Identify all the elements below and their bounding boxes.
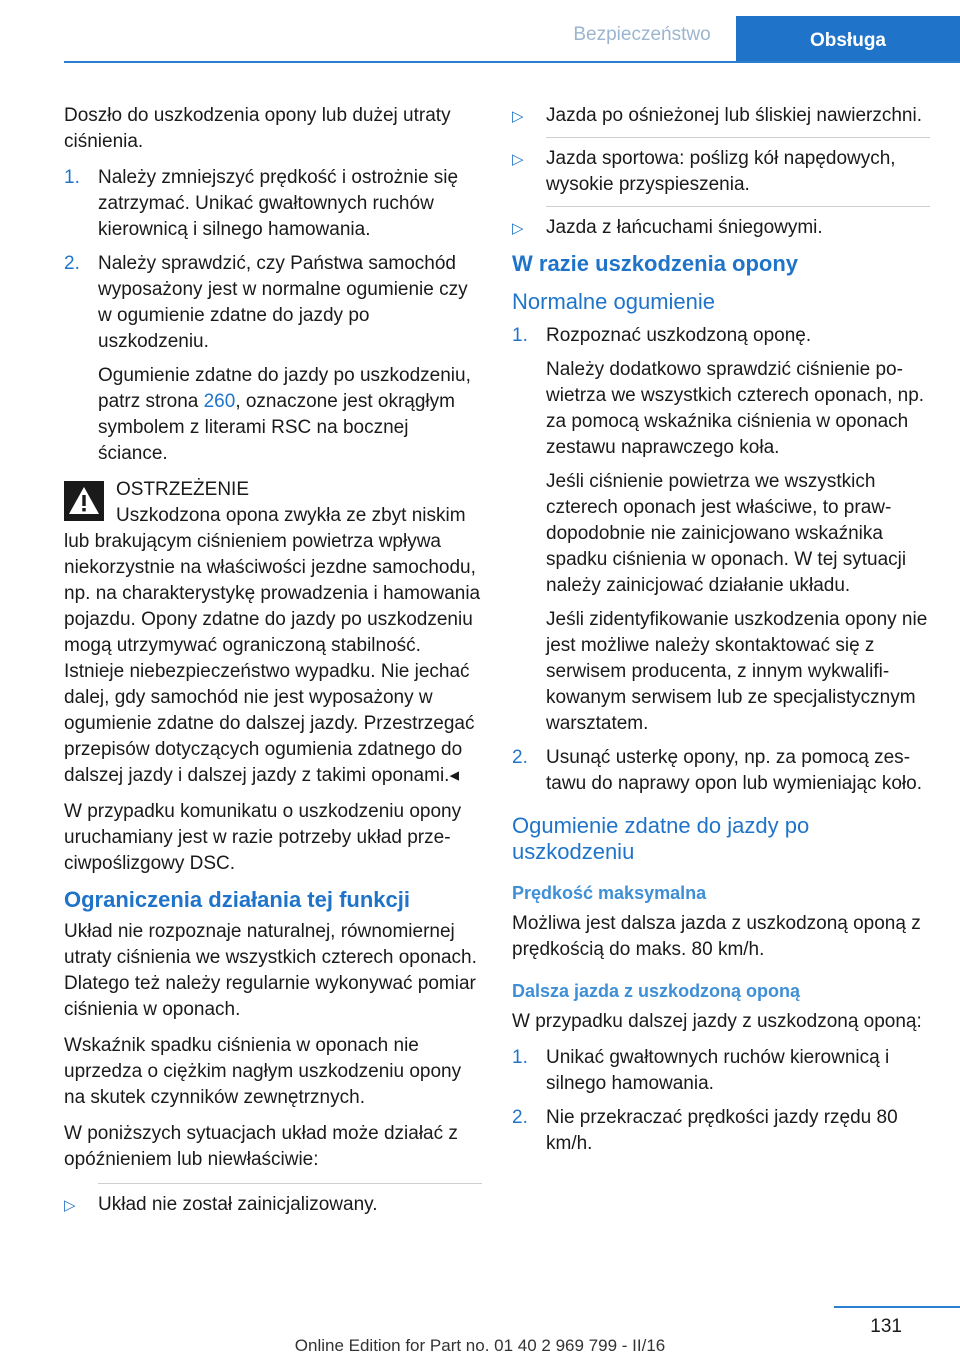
warning-title: OSTRZEŻENIE [116,479,250,500]
limits-paragraph-1: Układ nie rozpoznaje naturalnej, równomiernej utraty ciśnienia we wszystkich czterech oponach. Dlatego też należy regularnie wykonywać pomiar ciśnienia w oponach. [64,921,477,1020]
warning-block [64,477,482,789]
list-item [512,146,930,198]
subparagraph-text: , oznaczone jest okrągłym symbolem z literami RSC na bocznej ściance. [98,391,455,464]
heading-limits: Ograniczenia działania tej funkcji [64,887,410,912]
step-text: Nie przekraczać prędkości jazdy rzędu 80 km/h. [546,1107,898,1154]
max-speed-paragraph: Możliwa jest dalsza jazda z uszkodzoną oponą z prędkością do maks. 80 km/h. [512,913,921,960]
step-text: Należy zmniejszyć prędkość i ostrożnie się zatrzymać. Unikać gwałtownych ruchów kierownicą i silnego hamowania. [98,167,459,240]
step-text: Unikać gwałtownych ruchów kierownicą i silnego hamowania. [546,1047,890,1094]
subparagraph-text: Ogumienie zdatne do jazdy po uszkodzeniu, patrz strona [98,365,471,412]
limits-paragraph-2: Wskaźnik spadku ciśnienia w oponach nie uprzedza o ciężkim nagłym uszkodzeniu opony na skutek czynników zewnętrznych. [64,1035,462,1108]
list-divider [98,1183,482,1184]
list-item [512,103,930,129]
header-divider [64,61,960,63]
step-text: Należy sprawdzić, czy Państwa samochód wyposażony jest w normalne ogumienie czy w ogumienie zdatne do jazdy po uszkodzeniu. [98,253,468,352]
limits-paragraph-3: W poniższych sytuacjach układ może działać z opóźnieniem lub niewłaściwie: [64,1123,458,1170]
page-header [0,0,960,62]
further-driving-paragraph: W przypadku dalszej jazdy z uszkodzoną oponą: [512,1011,922,1032]
heading-runflat-tires: Ogumienie zdatne do jazdy po uszkodzeniu [512,813,810,864]
triangle-bullet-icon: ▷ [512,151,524,168]
list-item [512,1045,930,1097]
triangle-bullet-icon: ▷ [64,1197,76,1214]
step-number: 1. [512,1047,528,1068]
dsc-paragraph: W przypadku komunikatu o uszkodzeniu opony uruchamiany jest w razie potrzeby układ przeciwpoślizgowy DSC. [64,801,462,874]
intro-paragraph: Doszło do uszkodzenia opony lub dużej utraty ciśnienia. [64,105,451,152]
further-driving-steps [512,1045,930,1157]
tab-operation[interactable]: Obsługa [736,16,960,62]
subheading-further-driving: Dalsza jazda z uszkodzoną oponą [512,981,801,1001]
warning-text: Uszkodzona opona zwykła ze zbyt niskim lub brakującym ciśnieniem powietrza wpływa niekorzystnie na właściwości jezdne samochodu, np. na charakterystykę prowadzenia i hamowania pojazdu. Opony zdatne do jazdy po uszkodzeniu mogą utrzymywać ograniczoną stabilność. Istnieje niebezpieczeństwo wypadku. Nie jechać dalej, gdy samochód nie jest wyposażony w ogumienie zdatne do dalszej jazdy. Przestrzegać przepisów dotyczących ogumienia zdatnego do dalszej jazdy i dalszej jazdy z takimi oponami.◂ [64,505,481,786]
triangle-bullet-icon: ▷ [512,108,524,125]
left-column [64,103,482,1226]
subheading-max-speed: Prędkość maksymalna [512,883,707,903]
page-link[interactable]: 260 [203,391,236,412]
heading-normal-tires: Normalne ogumienie [512,289,715,314]
list-item [64,165,482,243]
damage-steps [64,165,482,467]
page-number: 131 [870,1316,902,1337]
step-subparagraph: Jeśli zidentyfikowanie uszkodzenia opony nie jest możliwe należy skontaktować się z serwisem producenta, z innym wykwalifikowanym serwisem lub ze specjalistycznym warsztatem. [546,609,928,734]
bullet-text: Jazda z łańcuchami śniegowymi. [546,217,823,238]
step-subparagraph: Należy dodatkowo sprawdzić ciśnienie powietrza we wszystkich czterech oponach, np. za pomocą wskaźnika ciśnienia w oponach zestawu naprawczego koła. [546,359,925,458]
step-text: Usunąć usterkę opony, np. za pomocą zestawu do naprawy opon lub wymieniając koło. [546,747,922,794]
warning-icon [64,481,104,521]
list-item [512,215,930,241]
step-text: Rozpoznać uszkodzoną oponę. [546,325,812,346]
list-item [512,1105,930,1157]
edition-footer: Online Edition for Part no. 01 40 2 969 799 - II/16 [294,1336,666,1355]
bullet-text: Jazda po ośnieżonej lub śliskiej nawierzchni. [546,105,922,126]
step-number: 1. [512,325,528,346]
heading-tire-damage: W razie uszkodzenia opony [512,251,799,276]
triangle-bullet-icon: ▷ [512,220,524,237]
footer-divider [834,1306,960,1308]
normal-tire-steps [512,323,930,797]
step-subparagraph [98,363,482,467]
list-item [64,251,482,467]
list-divider [546,206,930,207]
list-item [512,323,930,737]
list-item [512,745,930,797]
step-number: 2. [512,747,528,768]
bullet-text: Jazda sportowa: poślizg kół napędowych, wysokie przyspieszenia. [546,148,896,195]
right-column [512,103,930,1167]
step-number: 2. [64,253,80,274]
step-number: 1. [64,167,80,188]
step-number: 2. [512,1107,528,1128]
bullet-text: Układ nie został zainicjalizowany. [98,1194,378,1215]
list-divider [546,137,930,138]
list-item [64,1192,482,1218]
tab-safety[interactable]: Bezpieczeństwo [573,24,711,45]
step-subparagraph: Jeśli ciśnienie powietrza we wszystkich czterech oponach jest właściwe, to prawdopodobnie nie zainicjowano wskaźnika spadku ciśnienia w oponach. W tej sytuacji należy zainicjować działanie układu. [546,471,907,596]
